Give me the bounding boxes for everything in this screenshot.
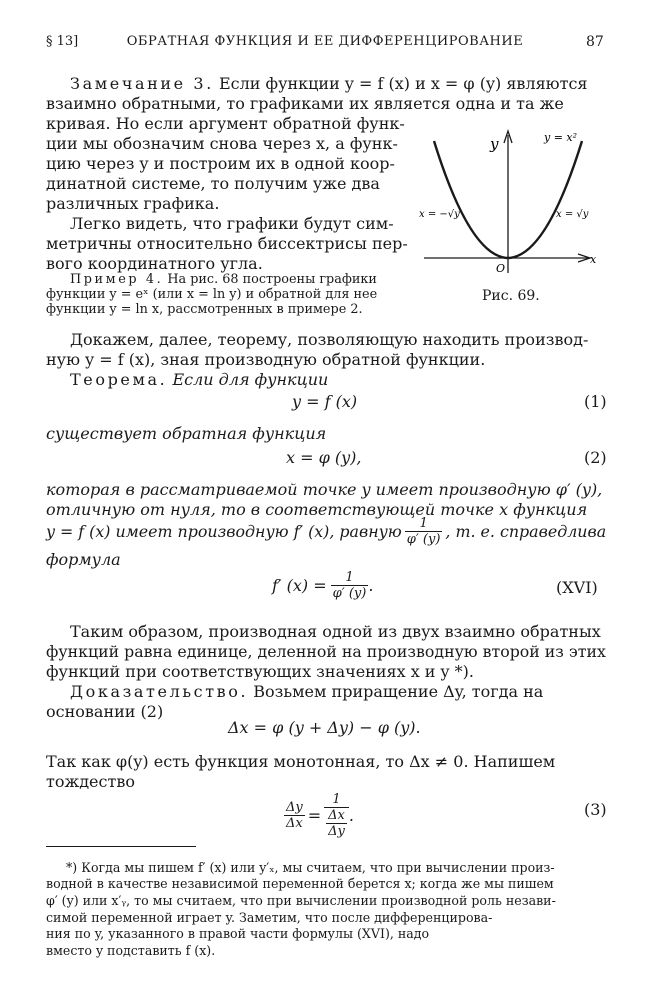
equation-2: x = φ (y), xyxy=(286,448,362,467)
equation-3-rhs-fraction xyxy=(324,792,349,839)
footnote-line-2: водной в качестве независимой переменной берется x; когда же мы пишем xyxy=(46,876,554,891)
equation-xvi xyxy=(272,570,373,601)
theorem-line-1 xyxy=(70,370,328,390)
equation-xvi-numerator: 1 xyxy=(331,570,369,586)
equation-3-inner-denominator: Δy xyxy=(328,824,345,839)
theorem-text-5: формула xyxy=(46,550,121,569)
equation-xvi-lhs: f′ (x) = xyxy=(272,576,327,595)
inline-fraction xyxy=(405,516,443,547)
remark-line-10: вого координатного угла. xyxy=(46,254,263,273)
theorem-text-3: отличную от нуля, то в соответствующей точке x функция xyxy=(46,500,588,519)
figure-69 xyxy=(420,127,600,277)
intro-line-2: ную y = f (x), зная производную обратной функции. xyxy=(46,350,486,369)
example-label: Пример 4. xyxy=(70,272,164,287)
proof-label: Доказательство. xyxy=(70,682,249,701)
remark-text-1: Если функции y = f (x) и x = φ (y) являются xyxy=(218,74,588,93)
example-text-1: На рис. 68 построены графики xyxy=(167,272,377,287)
equation-3-inner-fraction xyxy=(326,808,347,839)
remark-line-2: взаимно обратными, то графиками их является одна и та же xyxy=(46,94,564,113)
footnote-line-1: *) Когда мы пишем f′ (x) или y′ₓ, мы считаем, что при вычислении произ- xyxy=(66,860,555,875)
origin-label: O xyxy=(496,262,506,275)
proof-line-1 xyxy=(70,682,543,702)
equation-1-number: (1) xyxy=(584,392,607,411)
remark-line-8: Легко видеть, что графики будут сим- xyxy=(70,214,394,233)
left-branch-label: x = −√y xyxy=(419,209,460,220)
equation-3-period: . xyxy=(348,806,354,825)
remark-line-3: кривая. Но если аргумент обратной функ- xyxy=(46,114,405,133)
remark-line-6: динатной системе, то получим уже два xyxy=(46,174,380,193)
footnote-line-3: φ′ (y) или x′ᵧ, то мы считаем, что при вычислении производной роль незави- xyxy=(46,893,556,908)
remark-line-5: цию через y и построим их в одной коор- xyxy=(46,154,395,173)
parabola-label: y = x² xyxy=(544,131,578,144)
example-line-2: функции y = eˣ (или x = ln y) и обратной для нее xyxy=(46,287,378,302)
remark-line-4: ции мы обозначим снова через x, а функ- xyxy=(46,134,398,153)
equation-3-inner-numerator: Δx xyxy=(328,808,345,823)
theorem-text-1: существует обратная функция xyxy=(46,424,327,443)
equation-delta-x: Δx = φ (y + Δy) − φ (y). xyxy=(228,718,421,737)
proof-line-3: Так как φ(y) есть функция монотонная, то Δx ≠ 0. Напишем xyxy=(46,752,556,771)
remark-line-1 xyxy=(70,74,588,94)
proof-line-4: тождество xyxy=(46,772,135,791)
consequence-line-1: Таким образом, производная одной из двух взаимно обратных xyxy=(70,622,601,641)
consequence-line-2: функций равна единице, деленной на производную второй из этих xyxy=(46,642,606,661)
equation-3-lhs-fraction xyxy=(284,800,305,831)
proof-text-1: Возьмем приращение Δy, тогда на xyxy=(253,682,544,701)
equation-3-label: (3) xyxy=(584,800,607,819)
equation-xvi-denominator: φ′ (y) xyxy=(332,586,367,601)
equation-2-number: (2) xyxy=(584,448,607,467)
theorem-lead: Если для функции xyxy=(172,370,329,389)
parabola-figure xyxy=(420,127,600,277)
running-title: ОБРАТНАЯ ФУНКЦИЯ И ЕЕ ДИФФЕРЕНЦИРОВАНИЕ xyxy=(126,34,524,49)
equation-3-rhs-numerator: 1 xyxy=(324,792,349,808)
x-axis-label: x xyxy=(590,253,597,266)
equation-1: y = f (x) xyxy=(292,392,358,411)
footnote-line-6: вместо y подставить f (x). xyxy=(46,943,216,958)
section-marker: § 13] xyxy=(46,34,79,49)
theorem-text-4b: , т. е. справедлива xyxy=(445,521,607,541)
example-line-3: функции y = ln x, рассмотренных в примере 2. xyxy=(46,302,363,317)
theorem-text-2: которая в рассматриваемой точке y имеет производную φ′ (y), xyxy=(46,480,603,499)
equation-3-lhs-denominator: Δx xyxy=(286,816,303,831)
page-number: 87 xyxy=(586,34,604,50)
equation-3-rhs-denominator xyxy=(324,808,349,839)
theorem-text-4a: y = f (x) имеет производную f′ (x), равную xyxy=(46,521,402,541)
consequence-line-3: функций при соответствующих значениях x и y *). xyxy=(46,662,474,681)
equation-xvi-fraction xyxy=(331,570,369,601)
y-axis-label: y xyxy=(490,135,499,153)
equation-3-equals: = xyxy=(307,806,322,825)
figure-caption: Рис. 69. xyxy=(482,288,540,304)
example-line-1 xyxy=(70,272,377,287)
footnote-line-4: симой переменной играет y. Заметим, что после дифференцирова- xyxy=(46,910,493,925)
remark-line-9: метричны относительно биссектрисы пер- xyxy=(46,234,408,253)
footnote-line-5: ния по y, указанного в правой части формулы (XVI), надо xyxy=(46,926,430,941)
inline-fraction-denominator: φ′ (y) xyxy=(406,532,441,547)
remark-line-7: различных графика. xyxy=(46,194,220,213)
right-branch-label: x = √y xyxy=(556,209,589,220)
intro-line-1: Докажем, далее, теорему, позволяющую находить производ- xyxy=(70,330,589,349)
proof-line-2: основании (2) xyxy=(46,702,164,721)
theorem-text-4 xyxy=(46,516,606,547)
equation-3-lhs-numerator: Δy xyxy=(286,800,303,815)
inline-fraction-numerator: 1 xyxy=(405,516,443,532)
equation-xvi-period: . xyxy=(368,576,374,595)
remark-label: Замечание 3. xyxy=(70,74,214,93)
equation-xvi-label: (XVI) xyxy=(556,578,598,597)
theorem-label: Теорема. xyxy=(70,370,168,389)
footnote-rule xyxy=(46,846,196,847)
equation-3 xyxy=(284,792,354,839)
